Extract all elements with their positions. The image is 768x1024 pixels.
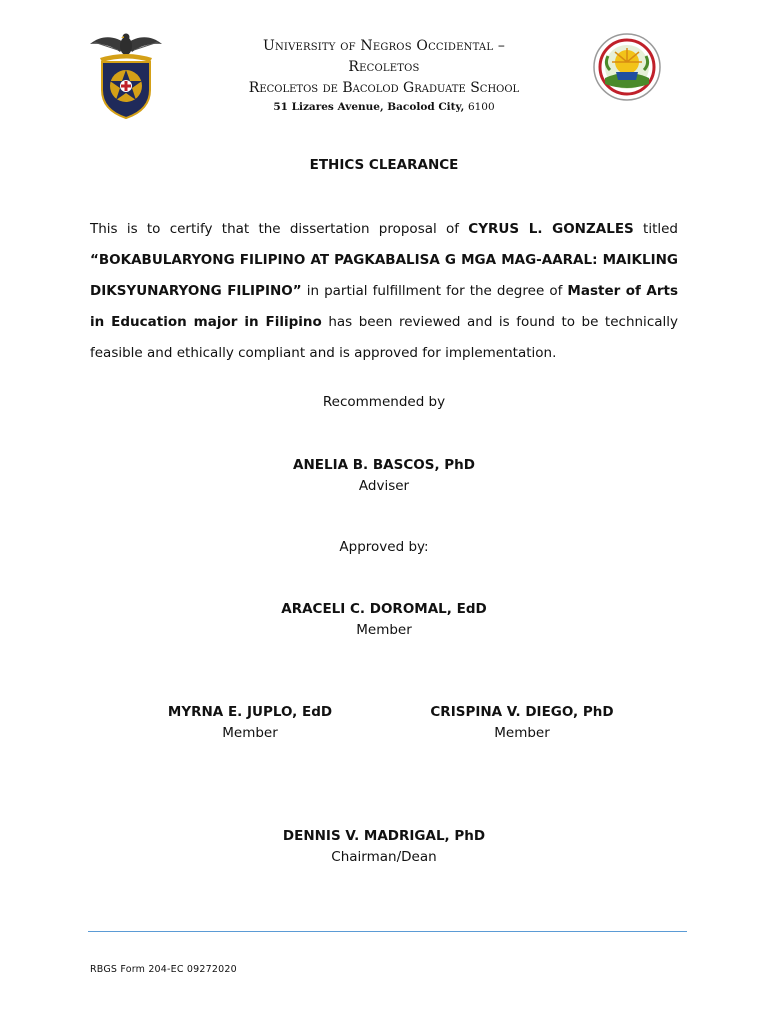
document-title: ETHICS CLEARANCE	[309, 157, 459, 173]
member-doromal-role: Member	[356, 622, 412, 638]
university-name-continuation: Recoletos	[348, 59, 420, 75]
address-street: 51 Lizares Avenue, Bacolod City,	[273, 101, 465, 113]
university-name-line: University of Negros Occidental –	[262, 38, 506, 54]
chairman-name: DENNIS V. MADRIGAL, PhD	[282, 828, 486, 844]
member-juplo-role: Member	[222, 725, 278, 741]
certification-paragraph	[90, 214, 678, 369]
address-zip: 6100	[467, 101, 495, 113]
approval-conclusion: has been reviewed and is found to be technically feasible and ethically compliant and is approved for implementation.	[90, 314, 678, 361]
student-name: CYRUS L. GONZALES	[468, 221, 634, 237]
degree-name: Master of Arts in Education major in Filipino	[90, 283, 678, 330]
school-address	[170, 99, 598, 115]
graduate-school-name: Recoletos de Bacolod Graduate School	[248, 80, 520, 96]
form-code: RBGS Form 204-EC 09272020	[90, 964, 237, 975]
fulfillment-text: in partial fulfillment for the degree of	[306, 283, 563, 299]
titled-word: titled	[643, 221, 678, 237]
graduate-school-seal-logo	[590, 32, 664, 102]
footer-divider	[88, 931, 687, 932]
certification-intro: This is to certify that the dissertation proposal of	[90, 221, 460, 237]
member-diego-name: CRISPINA V. DIEGO, PhD	[430, 704, 614, 720]
member-doromal-name: ARACELI C. DOROMAL, EdD	[281, 601, 487, 617]
chairman-role: Chairman/Dean	[331, 849, 437, 865]
university-eagle-seal-logo	[88, 30, 164, 120]
member-diego-role: Member	[494, 725, 550, 741]
adviser-role: Adviser	[358, 478, 410, 494]
adviser-name: ANELIA B. BASCOS, PhD	[293, 457, 475, 473]
member-juplo-name: MYRNA E. JUPLO, EdD	[167, 704, 333, 720]
approved-by-label: Approved by:	[339, 539, 429, 555]
recommended-by-label: Recommended by	[322, 394, 446, 410]
letterhead	[170, 36, 598, 115]
dissertation-title: “BOKABULARYONG FILIPINO AT PAGKABALISA G MGA MAG-AARAL: MAIKLING DIKSYUNARYONG FILIPINO”	[90, 252, 678, 299]
